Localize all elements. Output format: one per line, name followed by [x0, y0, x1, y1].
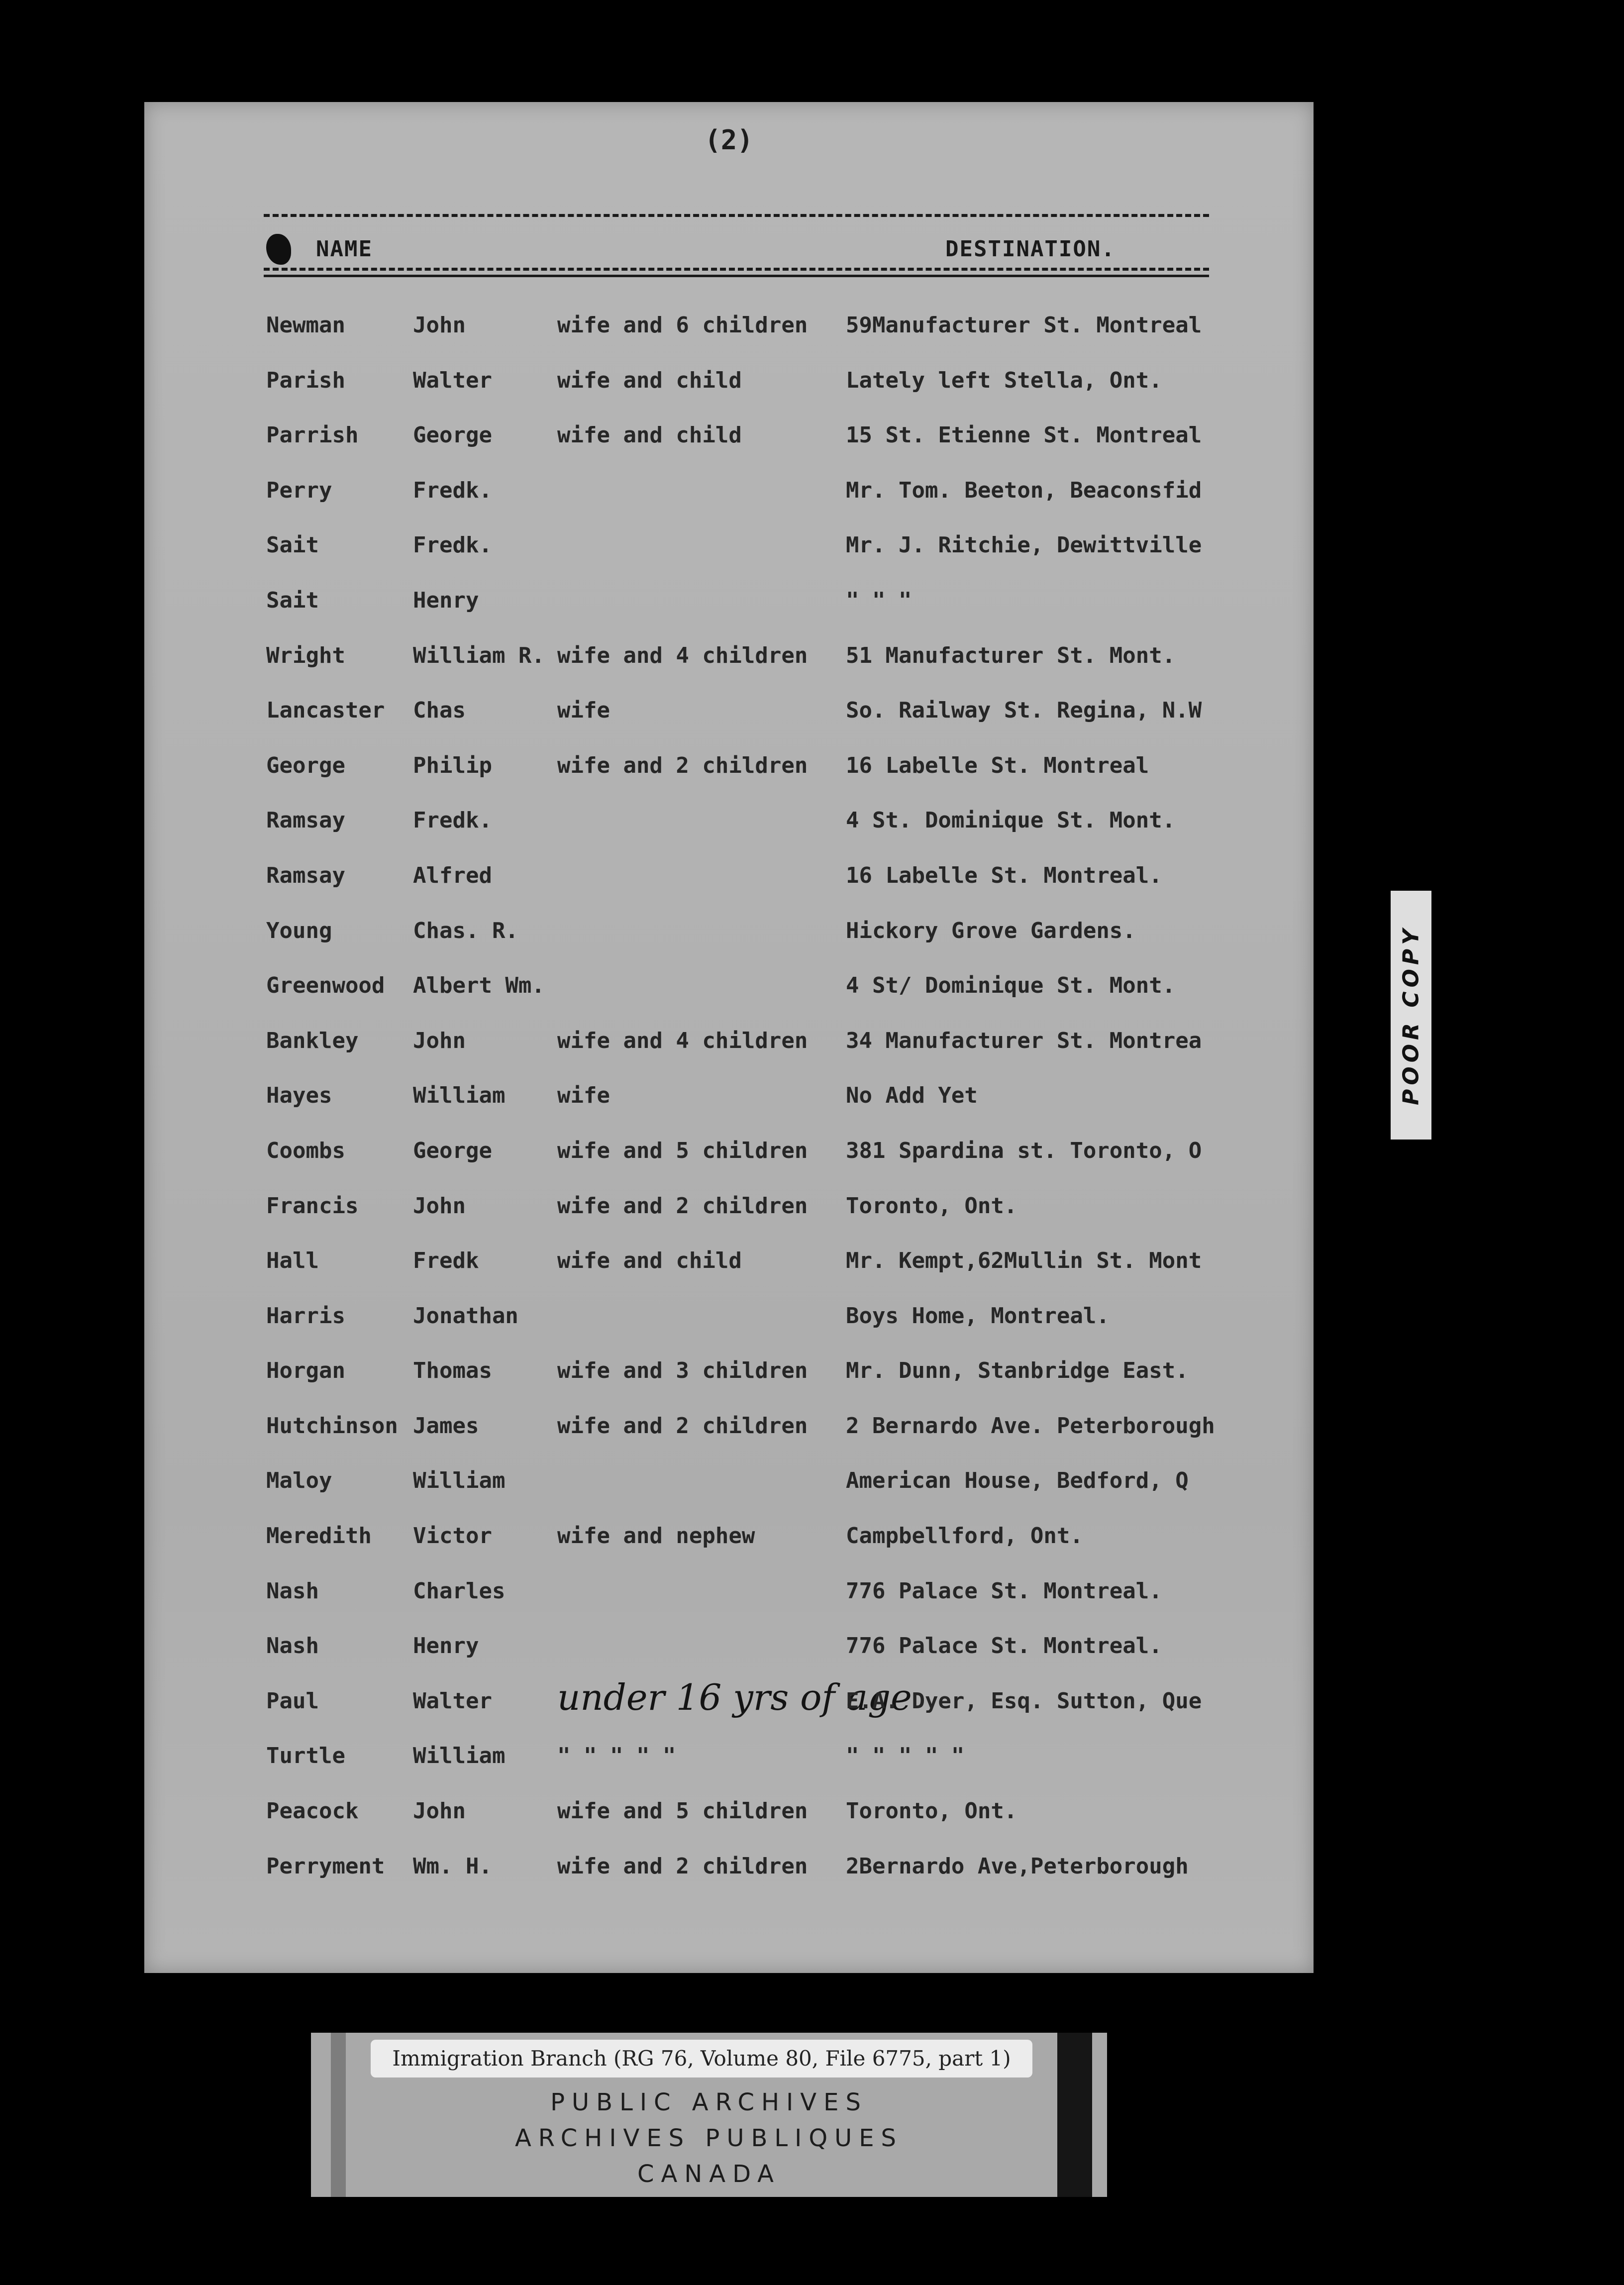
surname-cell: Harris	[266, 1303, 345, 1329]
given-name-cell: Walter	[413, 367, 492, 393]
family-cell: wife	[557, 698, 610, 724]
destination-cell: Mr. J. Ritchie, Dewittville	[846, 532, 1202, 558]
surname-cell: Perry	[266, 477, 332, 503]
given-name-cell: Philip	[413, 752, 492, 778]
list-item	[144, 909, 1314, 964]
given-name-cell: Alfred	[413, 862, 492, 888]
poor-copy-stamp	[1391, 891, 1431, 1140]
column-header-destination: DESTINATION.	[945, 236, 1116, 262]
destination-cell: 381 Spardina st. Toronto, O	[846, 1138, 1202, 1163]
ink-blot	[266, 234, 291, 265]
given-name-cell: William	[413, 1468, 506, 1494]
destination-cell: E.A. Dyer, Esq. Sutton, Que	[846, 1688, 1202, 1714]
destination-cell: 776 Palace St. Montreal.	[846, 1578, 1162, 1604]
surname-cell: Hayes	[266, 1083, 332, 1109]
list-item	[144, 1734, 1314, 1789]
list-item	[144, 689, 1314, 744]
surname-cell: Maloy	[266, 1468, 332, 1494]
destination-cell: " " " " "	[846, 1743, 965, 1769]
list-item	[144, 469, 1314, 524]
given-name-cell: James	[413, 1413, 479, 1439]
family-cell: " " " " "	[557, 1743, 676, 1769]
list-item	[144, 799, 1314, 854]
list-item	[144, 304, 1314, 359]
given-name-cell: Thomas	[413, 1358, 492, 1384]
destination-cell: No Add Yet	[846, 1083, 978, 1109]
destination-cell: Toronto, Ont.	[846, 1798, 1017, 1824]
list-item	[144, 414, 1314, 469]
destination-cell: 15 St. Etienne St. Montreal	[846, 422, 1202, 448]
page-number: (2)	[705, 124, 753, 156]
header-rule-top	[264, 214, 1209, 217]
list-item	[144, 1459, 1314, 1514]
destination-cell: 2 Bernardo Ave. Peterborough	[846, 1413, 1215, 1439]
surname-cell: Bankley	[266, 1028, 359, 1053]
list-item	[144, 1129, 1314, 1184]
list-item	[144, 1074, 1314, 1129]
surname-cell: Young	[266, 918, 332, 943]
surname-cell: Wright	[266, 642, 345, 668]
surname-cell: Ramsay	[266, 808, 345, 833]
surname-cell: Greenwood	[266, 973, 385, 999]
destination-cell: " " "	[846, 587, 912, 613]
destination-cell: Mr. Kempt,62Mullin St. Mont	[846, 1248, 1202, 1274]
family-cell: wife and 3 children	[557, 1358, 808, 1384]
surname-cell: Nash	[266, 1633, 319, 1659]
family-cell: wife	[557, 1083, 610, 1109]
list-item	[144, 1514, 1314, 1569]
family-cell: wife and 6 children	[557, 312, 808, 338]
given-name-cell: John	[413, 312, 466, 338]
surname-cell: Turtle	[266, 1743, 345, 1769]
archive-label	[311, 2033, 1107, 2197]
list-item	[144, 523, 1314, 579]
header-rule-solid	[264, 275, 1209, 277]
list-item	[144, 1239, 1314, 1294]
surname-cell: Francis	[266, 1193, 359, 1219]
destination-cell: Toronto, Ont.	[846, 1193, 1017, 1219]
destination-cell: American House, Bedford, Q	[846, 1468, 1189, 1494]
list-item	[144, 744, 1314, 799]
destination-cell: 51 Manufacturer St. Mont.	[846, 642, 1176, 668]
given-name-cell: Jonathan	[413, 1303, 518, 1329]
given-name-cell: Wm. H.	[413, 1853, 492, 1879]
list-item	[144, 1676, 1314, 1735]
list-item	[144, 359, 1314, 414]
list-item	[144, 1019, 1314, 1074]
given-name-cell: George	[413, 1138, 492, 1163]
header-rule-bottom	[264, 268, 1209, 271]
surname-cell: Hutchinson	[266, 1413, 398, 1439]
family-cell: wife and 5 children	[557, 1798, 808, 1824]
family-cell: wife and 5 children	[557, 1138, 808, 1163]
archive-country: CANADA	[637, 2160, 781, 2188]
surname-cell: Paul	[266, 1688, 319, 1714]
given-name-cell: Fredk	[413, 1248, 479, 1274]
surname-cell: Perryment	[266, 1853, 385, 1879]
destination-cell: Lately left Stella, Ont.	[846, 367, 1162, 393]
family-cell: wife and 4 children	[557, 642, 808, 668]
surname-cell: George	[266, 752, 345, 778]
destination-cell: Mr. Dunn, Stanbridge East.	[846, 1358, 1189, 1384]
destination-cell: So. Railway St. Regina, N.W	[846, 698, 1202, 724]
given-name-cell: John	[413, 1798, 466, 1824]
destination-cell: Hickory Grove Gardens.	[846, 918, 1136, 943]
list-item	[144, 1624, 1314, 1679]
given-name-cell: Chas. R.	[413, 918, 518, 943]
archive-caption: Immigration Branch (RG 76, Volume 80, File 6775, part 1)	[371, 2040, 1032, 2077]
surname-cell: Horgan	[266, 1358, 345, 1384]
given-name-cell: Chas	[413, 698, 466, 724]
poor-copy-text: POOR COPY	[1398, 925, 1424, 1106]
given-name-cell: George	[413, 422, 492, 448]
family-cell: wife and 2 children	[557, 1193, 808, 1219]
family-cell: wife and 2 children	[557, 1413, 808, 1439]
family-cell: wife and child	[557, 367, 742, 393]
given-name-cell: Walter	[413, 1688, 492, 1714]
given-name-cell: Albert Wm.	[413, 973, 545, 999]
column-header-name: NAME	[316, 236, 373, 262]
surname-cell: Parrish	[266, 422, 359, 448]
list-item	[144, 854, 1314, 909]
destination-cell: 4 St. Dominique St. Mont.	[846, 808, 1176, 833]
destination-cell: 776 Palace St. Montreal.	[846, 1633, 1162, 1659]
given-name-cell: William R.	[413, 642, 545, 668]
surname-cell: Meredith	[266, 1523, 372, 1549]
destination-cell: 59Manufacturer St. Montreal	[846, 312, 1202, 338]
list-item	[144, 579, 1314, 634]
archive-name-fr: ARCHIVES PUBLIQUES	[514, 2124, 904, 2152]
surname-cell: Peacock	[266, 1798, 359, 1824]
list-item	[144, 1569, 1314, 1625]
destination-cell: 16 Labelle St. Montreal	[846, 752, 1149, 778]
given-name-cell: William	[413, 1083, 506, 1109]
list-item	[144, 1404, 1314, 1459]
given-name-cell: Henry	[413, 587, 479, 613]
given-name-cell: Fredk.	[413, 477, 492, 503]
surname-cell: Sait	[266, 587, 319, 613]
list-item	[144, 1184, 1314, 1240]
surname-cell: Newman	[266, 312, 345, 338]
family-cell: wife and 2 children	[557, 752, 808, 778]
surname-cell: Lancaster	[266, 698, 385, 724]
given-name-cell: William	[413, 1743, 506, 1769]
surname-cell: Nash	[266, 1578, 319, 1604]
destination-cell: Boys Home, Montreal.	[846, 1303, 1110, 1329]
given-name-cell: Victor	[413, 1523, 492, 1549]
family-cell: wife and nephew	[557, 1523, 755, 1549]
family-cell: wife and 4 children	[557, 1028, 808, 1053]
list-item	[144, 1789, 1314, 1845]
given-name-cell: John	[413, 1193, 466, 1219]
surname-cell: Ramsay	[266, 862, 345, 888]
given-name-cell: Fredk.	[413, 532, 492, 558]
family-cell: wife and 2 children	[557, 1853, 808, 1879]
document-page	[144, 102, 1314, 1973]
destination-cell: 16 Labelle St. Montreal.	[846, 862, 1162, 888]
surname-cell: Coombs	[266, 1138, 345, 1163]
destination-cell: 4 St/ Dominique St. Mont.	[846, 973, 1176, 999]
given-name-cell: Fredk.	[413, 808, 492, 833]
list-item	[144, 1294, 1314, 1350]
family-cell: under 16 yrs of age	[557, 1676, 912, 1718]
family-cell: wife and child	[557, 422, 742, 448]
given-name-cell: Charles	[413, 1578, 506, 1604]
surname-cell: Parish	[266, 367, 345, 393]
given-name-cell: John	[413, 1028, 466, 1053]
destination-cell: Mr. Tom. Beeton, Beaconsfid	[846, 477, 1202, 503]
passenger-list	[144, 304, 1314, 1899]
surname-cell: Sait	[266, 532, 319, 558]
surname-cell: Hall	[266, 1248, 319, 1274]
archive-name-en: PUBLIC ARCHIVES	[550, 2088, 868, 2116]
destination-cell: 34 Manufacturer St. Montrea	[846, 1028, 1202, 1053]
list-item	[144, 1845, 1314, 1900]
family-cell: wife and child	[557, 1248, 742, 1274]
list-item	[144, 1349, 1314, 1404]
list-item	[144, 634, 1314, 689]
destination-cell: 2Bernardo Ave,Peterborough	[846, 1853, 1189, 1879]
list-item	[144, 964, 1314, 1019]
given-name-cell: Henry	[413, 1633, 479, 1659]
destination-cell: Campbellford, Ont.	[846, 1523, 1083, 1549]
